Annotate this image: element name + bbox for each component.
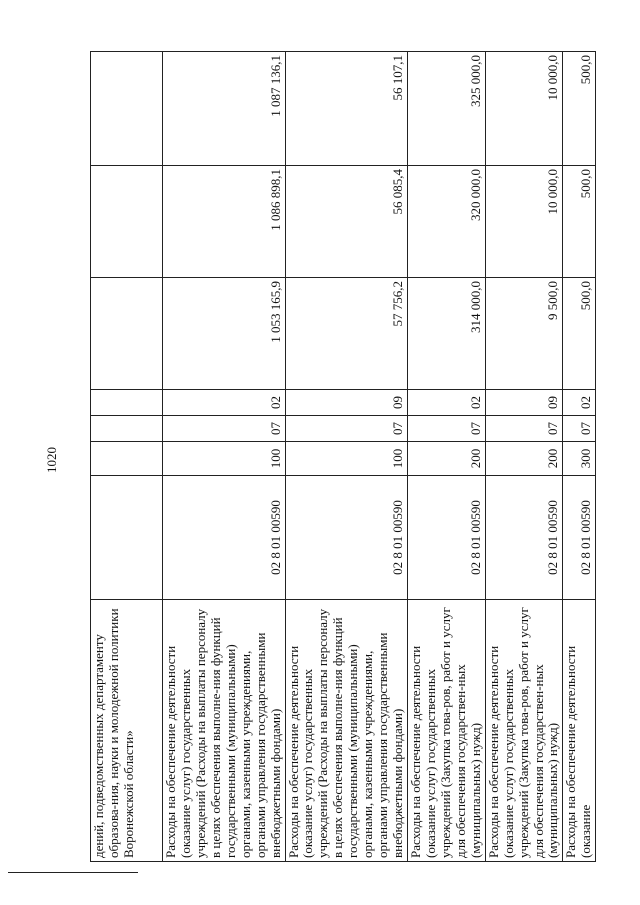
- row-y3: 10 000,0: [485, 52, 563, 166]
- row-y2: [91, 166, 163, 278]
- row-y2: 500,0: [563, 166, 596, 278]
- rotated-table-container: [90, 52, 594, 862]
- row-pr: 02: [408, 390, 486, 416]
- table-row: [563, 52, 596, 862]
- row-code: [91, 476, 163, 600]
- row-rz: 07: [163, 416, 286, 442]
- table-row: [163, 52, 286, 862]
- row-pr: 09: [285, 390, 408, 416]
- row-name: Расходы на обеспечение деятельности (оказание услуг) государственных учреждений (Закупка това-ров, работ и услуг для обеспечения государствен-ных (муниципальных) нужд): [408, 600, 486, 862]
- row-y1: [91, 278, 163, 390]
- row-name: Расходы на обеспечение деятельности (оказание: [563, 600, 596, 862]
- row-y2: 1 086 898,1: [163, 166, 286, 278]
- page-number: 1020: [44, 447, 59, 473]
- row-y3: [91, 52, 163, 166]
- row-pr: 02: [563, 390, 596, 416]
- row-rz: [91, 416, 163, 442]
- row-vr: 200: [408, 442, 486, 476]
- row-name: Расходы на обеспечение деятельности (оказание услуг) государственных учреждений (Расходы на выплаты персоналу в целях обеспечения выполне-ния функций государственными (муниципальными) органами, казенными учреждениями, органами управления государственными внебюджетными фондами): [285, 600, 408, 862]
- row-code: 02 8 01 00590: [563, 476, 596, 600]
- row-y2: 10 000,0: [485, 166, 563, 278]
- table-row: [485, 52, 563, 862]
- row-rz: 07: [563, 416, 596, 442]
- row-vr: [91, 442, 163, 476]
- budget-table: [90, 51, 596, 862]
- row-rz: 07: [408, 416, 486, 442]
- row-pr: [91, 390, 163, 416]
- row-y1: 500,0: [563, 278, 596, 390]
- footnote-rule: [8, 872, 138, 873]
- table-row: [91, 52, 163, 862]
- table-row: [408, 52, 486, 862]
- row-rz: 07: [285, 416, 408, 442]
- row-y3: 1 087 136,1: [163, 52, 286, 166]
- row-pr: 02: [163, 390, 286, 416]
- row-code: 02 8 01 00590: [485, 476, 563, 600]
- row-code: 02 8 01 00590: [285, 476, 408, 600]
- row-y1: 9 500,0: [485, 278, 563, 390]
- row-name: дений, подведомственных департаменту образова-ния, науки и молодежной политики Воронежской области»: [91, 600, 163, 862]
- row-rz: 07: [485, 416, 563, 442]
- row-y3: 325 000,0: [408, 52, 486, 166]
- row-code: 02 8 01 00590: [163, 476, 286, 600]
- row-y1: 314 000,0: [408, 278, 486, 390]
- row-pr: 09: [485, 390, 563, 416]
- row-y1: 1 053 165,9: [163, 278, 286, 390]
- row-vr: 200: [485, 442, 563, 476]
- row-y3: 500,0: [563, 52, 596, 166]
- row-name: Расходы на обеспечение деятельности (оказание услуг) государственных учреждений (Закупка това-ров, работ и услуг для обеспечения государствен-ных (муниципальных) нужд): [485, 600, 563, 862]
- row-vr: 300: [563, 442, 596, 476]
- row-y3: 56 107,1: [285, 52, 408, 166]
- row-vr: 100: [285, 442, 408, 476]
- row-y2: 320 000,0: [408, 166, 486, 278]
- row-vr: 100: [163, 442, 286, 476]
- row-y2: 56 085,4: [285, 166, 408, 278]
- row-name: Расходы на обеспечение деятельности (оказание услуг) государственных учреждений (Расходы на выплаты персоналу в целях обеспечения выполне-ния функций государственными (муниципальными) органами, казенными учреждениями, органами управления государственными внебюджетными фондами): [163, 600, 286, 862]
- table-row: [285, 52, 408, 862]
- row-y1: 57 756,2: [285, 278, 408, 390]
- row-code: 02 8 01 00590: [408, 476, 486, 600]
